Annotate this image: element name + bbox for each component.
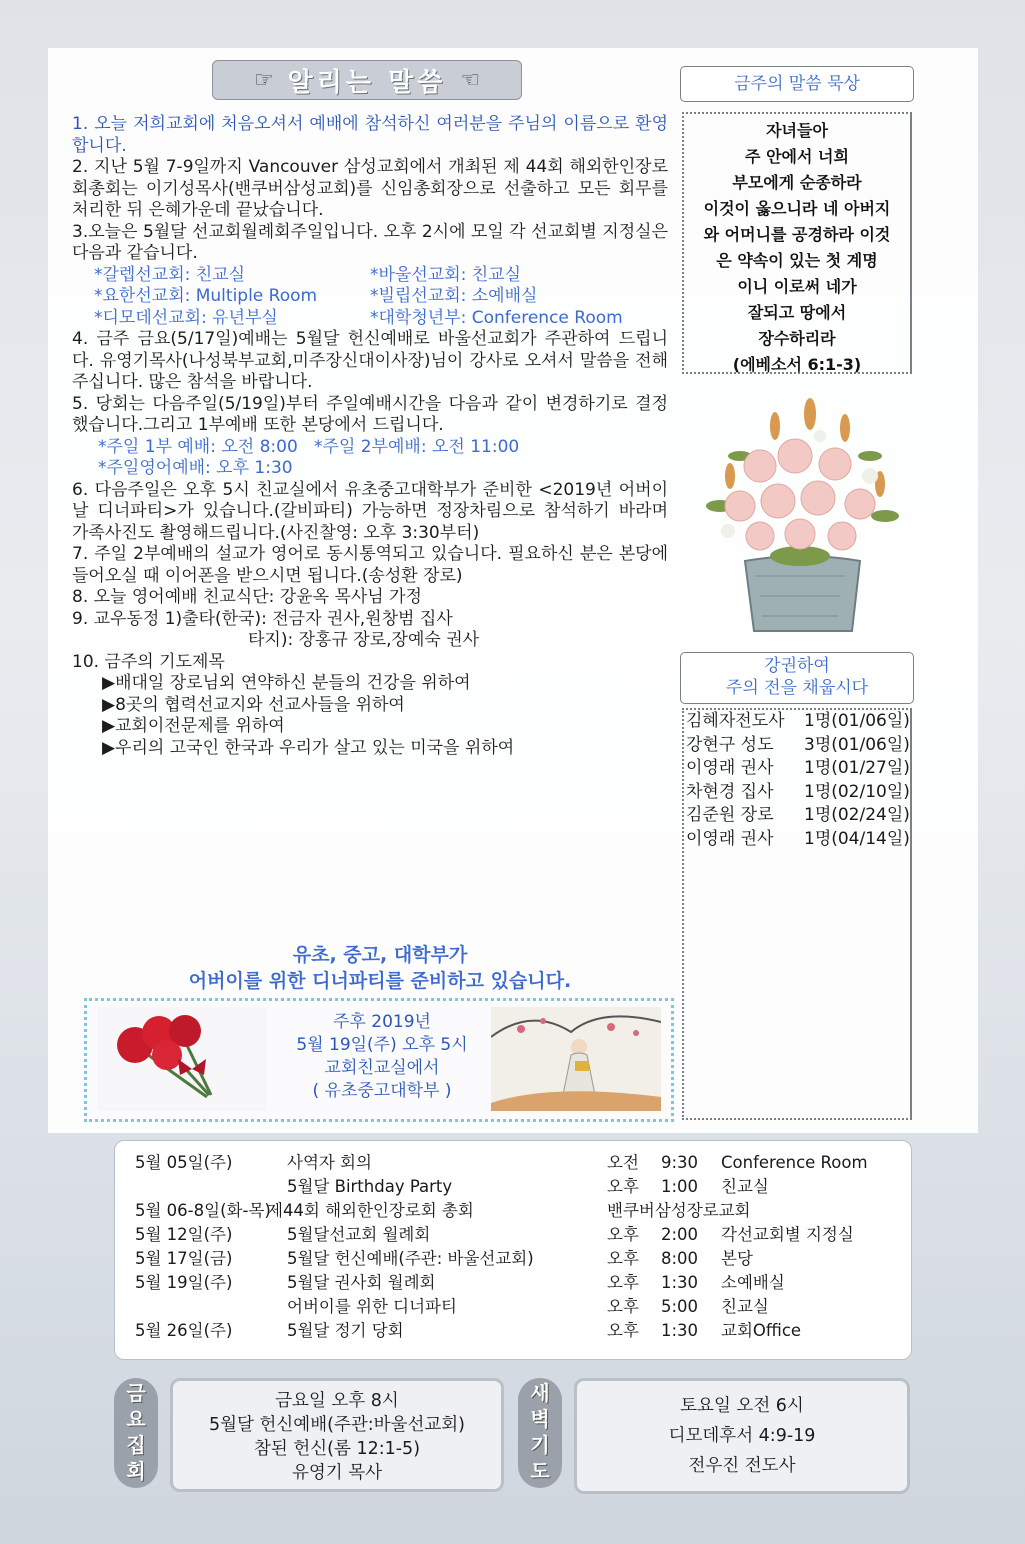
calendar-ampm: 오후 — [607, 1177, 639, 1196]
calendar-time: 2:00 — [661, 1225, 699, 1244]
dawn-line: 토요일 오전 6시 — [680, 1396, 804, 1416]
worship-time-1: *주일 1부 예배: 오전 8:00 — [98, 436, 298, 457]
dawn-line: 디모데후서 4:9-19 — [668, 1426, 816, 1446]
evangelism-count: 1명(02/10일) — [804, 781, 910, 802]
verse-line: 이니 이로써 네가 — [737, 277, 857, 296]
announcement-9-other: 타지): 장홍규 장로,장예숙 권사 — [248, 630, 480, 650]
calendar-time: 1:30 — [661, 1321, 699, 1340]
calendar-time: 8:00 — [661, 1249, 699, 1268]
label-char: 기 — [530, 1433, 550, 1457]
calendar-row — [115, 1319, 911, 1343]
calendar-row — [115, 1223, 911, 1247]
calendar-place: Conference Room — [721, 1153, 868, 1172]
calendar-ampm: 오전 — [607, 1153, 639, 1172]
room-item: *바울선교회: 친교실 — [370, 264, 522, 285]
calendar-event: 5월달 Birthday Party — [287, 1177, 453, 1196]
prayer-item: ▶우리의 고국인 한국과 우리가 살고 있는 미국을 위하여 — [102, 737, 515, 758]
verse-line: 부모에게 순종하라 — [732, 173, 862, 192]
announcements-header — [212, 60, 522, 100]
verse-line: 은 약속이 있는 첫 계명 — [716, 251, 878, 270]
announcement-10: 10. 금주의 기도제목 — [72, 651, 225, 672]
verse-line: 장수하리라 — [758, 329, 836, 348]
evangelism-title-line-1: 강권하여 — [764, 656, 830, 676]
verse-title: 금주의 말씀 묵상 — [680, 66, 914, 102]
calendar-ampm: 밴쿠버삼성장로교회 — [607, 1201, 751, 1220]
evangelist-name: 김혜자전도사 — [686, 711, 785, 731]
calendar-event: 사역자 회의 — [287, 1153, 372, 1172]
calendar-date: 5월 06-8일(화-목) — [135, 1201, 271, 1220]
calendar-time: 1:30 — [661, 1273, 699, 1292]
calendar-place: 소예배실 — [721, 1273, 785, 1292]
evangelist-name: 이영래 권사 — [686, 828, 774, 849]
calendar-place: 친교실 — [721, 1297, 769, 1316]
prayer-item: ▶배대일 장로님외 연약하신 분들의 건강을 위하여 — [102, 673, 471, 693]
flower-bouquet-image — [700, 396, 905, 636]
prayer-item: ▶교회이전문제를 위하여 — [102, 716, 285, 736]
calendar-ampm: 오후 — [607, 1249, 639, 1268]
calendar-event: 5월달 권사회 월례회 — [287, 1273, 436, 1292]
announcement-6: 6. 다음주일은 오후 5시 친교실에서 유초중고대학부가 준비한 <2019년 어버이날 디너파티>가 있습니다.(갈비파티) 가능하면 정장차림으로 참석하기 바라며 가족사진도 촬영해드립니다.(사진찰영: 오후 3:30부터) — [72, 479, 668, 543]
calendar-row — [115, 1247, 911, 1271]
calendar-ampm: 오후 — [607, 1321, 639, 1340]
evangelism-row — [684, 757, 910, 781]
verse-line: 잘되고 땅에서 — [747, 303, 847, 322]
calendar-row — [115, 1175, 911, 1199]
announcement-3: 3.오늘은 5월달 선교회월례회주일입니다. 오후 2시에 모일 각 선교회별 지정실은 다음과 같습니다. — [72, 221, 668, 263]
calendar-event: 제44회 해외한인장로회 총회 — [267, 1201, 474, 1220]
calendar-event: 5월달 헌신예배(주관: 바울선교회) — [287, 1249, 534, 1268]
evangelist-name: 차현경 집사 — [686, 781, 774, 802]
calendar-event: 5월달선교회 월례회 — [287, 1225, 431, 1244]
verse-reference: (에베소서 6:1-3) — [732, 355, 862, 374]
calendar-place: 교회Office — [721, 1321, 802, 1340]
room-item: *빌립선교회: 소예배실 — [370, 286, 538, 306]
prayer-list — [102, 673, 668, 759]
evangelism-count: 1명(02/24일) — [804, 805, 910, 825]
evangelism-title — [680, 652, 914, 704]
calendar-event: 5월달 정기 당회 — [287, 1321, 404, 1340]
evangelism-count: 1명(01/06일) — [804, 711, 910, 731]
verse-line: 주 안에서 너희 — [745, 147, 849, 166]
evangelism-row — [684, 734, 910, 758]
calendar-time: 1:00 — [661, 1177, 699, 1196]
calendar-time: 5:00 — [661, 1297, 699, 1316]
calendar-place: 본당 — [721, 1249, 753, 1268]
pointing-hand-left-icon: ☜ — [460, 67, 481, 93]
calendar-date: 5월 17일(금) — [135, 1249, 233, 1268]
header-title: 알리는 말씀 — [287, 67, 447, 98]
announcement-8: 8. 오늘 영어예배 친교식단: 강윤옥 목사님 가정 — [72, 587, 422, 607]
evangelism-count: 1명(01/27일) — [804, 758, 910, 778]
prayer-item: ▶8곳의 협력선교지와 선교사들을 위하여 — [102, 694, 405, 715]
promo-details — [287, 1011, 477, 1103]
verse-line: 와 어머니를 공경하라 이것 — [703, 225, 891, 244]
verse-line: 이것이 옳으니라 네 아버지 — [703, 199, 891, 218]
carnation-image — [97, 1007, 267, 1111]
weekly-verse — [682, 112, 912, 374]
calendar-place: 친교실 — [721, 1177, 769, 1196]
calendar-ampm: 오후 — [607, 1225, 639, 1244]
room-item: *디모데선교회: 유년부실 — [94, 307, 278, 328]
evangelist-name: 김준원 장로 — [686, 805, 774, 825]
evangelism-count: 3명(01/06일) — [804, 734, 910, 755]
announcement-1: 1. 오늘 저희교회에 처음오셔서 예배에 참석하신 여러분을 주님의 이름으로 환영합니다. — [72, 114, 668, 156]
calendar-place: 각선교회별 지정실 — [721, 1225, 854, 1244]
promo-location: 교회친교실에서 — [324, 1058, 440, 1078]
evangelist-name: 이영래 권사 — [686, 758, 774, 778]
calendar-row — [115, 1271, 911, 1295]
label-char: 금 — [126, 1381, 146, 1405]
worship-schedule — [98, 437, 668, 480]
calendar-ampm: 오후 — [607, 1273, 639, 1292]
calendar-row — [115, 1151, 911, 1175]
promo-year: 주후 2019년 — [333, 1012, 431, 1032]
friday-meeting-box — [170, 1378, 504, 1492]
room-item: *대학청년부: Conference Room — [370, 307, 623, 328]
worship-time-3: *주일영어예배: 오후 1:30 — [98, 458, 293, 478]
announcement-4: 4. 금주 금요(5/17일)예배는 5월달 헌신예배로 바울선교회가 주관하여 드립니다. 유영기목사(나성북부교회,미주장신대이사장)님이 강사로 오셔서 말씀을 전해주십니다. 많은 참석을 바랍니다. — [72, 329, 668, 392]
dawn-prayer-box — [574, 1378, 910, 1494]
promo-host: ( 유초중고대학부 ) — [312, 1081, 452, 1101]
evangelism-row — [684, 804, 910, 828]
calendar-ampm: 오후 — [607, 1297, 639, 1316]
promo-line-2: 어버이를 위한 디너파티를 준비하고 있습니다. — [188, 970, 572, 992]
room-item: *갈렙선교회: 친교실 — [94, 264, 246, 285]
evangelism-row — [684, 781, 910, 805]
label-char: 회 — [126, 1459, 146, 1483]
mission-room-list — [94, 265, 668, 330]
announcement-9: 9. 교우동정 1)출타(한국): 전금자 권사,원창범 집사 — [72, 608, 453, 629]
verse-line: 자녀들아 — [766, 121, 828, 140]
calendar-row — [115, 1199, 911, 1223]
label-char: 집 — [126, 1433, 146, 1457]
calendar-date: 5월 26일(주) — [135, 1321, 233, 1340]
calendar-date: 5월 19일(주) — [135, 1273, 233, 1292]
label-char: 벽 — [530, 1407, 550, 1431]
friday-line: 금요일 오후 8시 — [275, 1391, 399, 1411]
monthly-calendar — [114, 1140, 912, 1360]
announcement-5: 5. 당회는 다음주일(5/19일)부터 주일예배시간을 다음과 같이 변경하기로 결정했습니다.그리고 1부예배 또한 본당에서 드립니다. — [72, 393, 668, 435]
promo-line-1: 유초, 중고, 대학부가 — [292, 944, 468, 966]
promo-datetime: 5월 19일(주) 오후 5시 — [296, 1035, 468, 1055]
calendar-event: 어버이를 위한 디너파티 — [287, 1297, 457, 1316]
evangelism-row — [684, 710, 910, 734]
evangelism-list — [682, 708, 912, 1120]
mother-painting-image — [491, 1007, 661, 1111]
friday-meeting-label — [114, 1378, 158, 1488]
room-item: *요한선교회: Multiple Room — [94, 286, 318, 306]
calendar-date: 5월 05일(주) — [135, 1153, 233, 1172]
announcement-2: 2. 지난 5월 7-9일까지 Vancouver 삼성교회에서 개최된 제 44회 해외한인장로회총회는 이기성목사(밴쿠버삼성교회)를 신임총회장으로 선출하고 모든 회무를 처리한 뒤 은혜가운데 끝났습니다. — [72, 157, 668, 220]
announcements-list — [72, 114, 668, 759]
label-char: 요 — [126, 1407, 146, 1431]
calendar-time: 9:30 — [661, 1153, 699, 1172]
dinner-party-box — [84, 998, 674, 1122]
dawn-line: 전우진 전도사 — [688, 1456, 796, 1476]
pointing-hand-right-icon: ☞ — [253, 67, 274, 93]
worship-time-2: *주일 2부예배: 오전 11:00 — [314, 436, 520, 457]
friday-line: 5월달 헌신예배(주관:바울선교회) — [208, 1415, 465, 1435]
label-char: 도 — [530, 1459, 550, 1483]
evangelism-row — [684, 828, 910, 852]
announcement-7: 7. 주일 2부예배의 설교가 영어로 동시통역되고 있습니다. 필요하신 분은 본당에 들어오실 때 이어폰을 받으시면 됩니다.(송성환 장로) — [72, 544, 668, 586]
evangelist-name: 강현구 성도 — [686, 734, 774, 755]
label-char: 새 — [530, 1381, 550, 1405]
evangelism-title-line-2: 주의 전을 채웁시다 — [725, 678, 869, 698]
friday-line: 유영기 목사 — [291, 1463, 383, 1483]
evangelism-count: 1명(04/14일) — [804, 828, 910, 849]
dawn-prayer-label — [518, 1378, 562, 1488]
friday-line: 참된 헌신(롬 12:1-5) — [253, 1439, 421, 1459]
calendar-row — [115, 1295, 911, 1319]
calendar-date: 5월 12일(주) — [135, 1225, 233, 1244]
